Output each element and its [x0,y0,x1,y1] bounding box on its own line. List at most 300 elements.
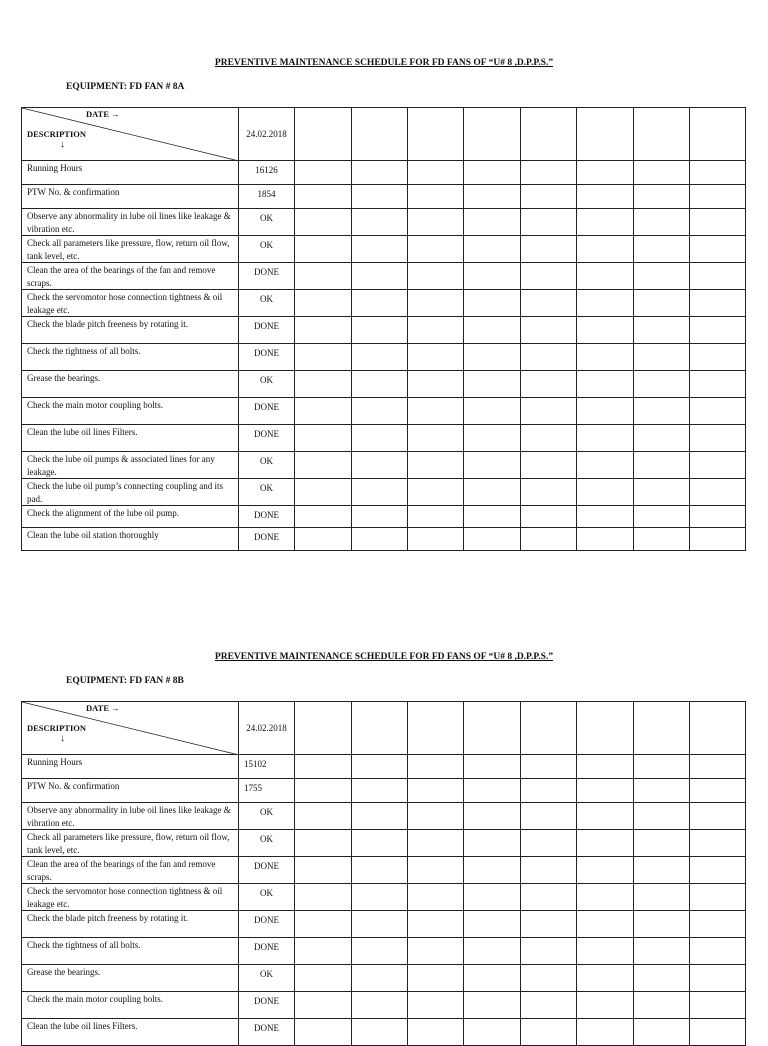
empty-cell [690,236,746,263]
empty-cell [577,506,634,528]
task-status: OK [239,803,295,830]
empty-cell [634,344,690,371]
empty-cell [634,528,690,551]
empty-cell [408,830,464,857]
empty-cell [577,425,634,452]
task-status: OK [239,830,295,857]
task-status: OK [239,452,295,479]
empty-cell [690,857,746,884]
header-diagonal-cell [22,108,239,161]
empty-cell [295,702,352,755]
empty-cell [690,209,746,236]
table-row [22,290,746,317]
task-description: Check the tightness of all bolts. [22,938,239,965]
empty-cell [408,290,464,317]
task-description: Clean the area of the bearings of the fan and remove scraps. [22,263,239,290]
task-description: Check the tightness of all bolts. [22,344,239,371]
schedule-b-table [21,701,746,1046]
task-description: Check the blade pitch freeness by rotating it. [22,317,239,344]
empty-cell [464,830,521,857]
empty-cell [690,1019,746,1046]
empty-cell [295,830,352,857]
table-row [22,884,746,911]
task-status: DONE [239,263,295,290]
empty-cell [352,702,408,755]
empty-cell [690,290,746,317]
empty-cell [295,1019,352,1046]
empty-cell [295,803,352,830]
task-status: DONE [239,938,295,965]
empty-cell [521,938,577,965]
empty-cell [464,263,521,290]
empty-cell [690,317,746,344]
empty-cell [408,779,464,803]
empty-cell [464,779,521,803]
empty-cell [521,992,577,1019]
table-header-row [22,108,746,161]
empty-cell [295,209,352,236]
table-row [22,236,746,263]
empty-cell [408,344,464,371]
empty-cell [352,779,408,803]
empty-cell [408,398,464,425]
table-row [22,965,746,992]
description-label: DESCRIPTION [27,723,87,733]
empty-cell [690,452,746,479]
empty-cell [295,108,352,161]
empty-cell [464,755,521,779]
empty-cell [634,452,690,479]
task-status: DONE [239,317,295,344]
table-row [22,755,746,779]
empty-cell [634,755,690,779]
empty-cell [295,884,352,911]
empty-cell [408,884,464,911]
empty-cell [690,263,746,290]
empty-cell [295,425,352,452]
empty-cell [521,506,577,528]
schedule-b-equipment: EQUIPMENT: FD FAN # 8B [66,676,184,686]
task-status: 1755 [239,779,295,803]
empty-cell [634,830,690,857]
task-description: Clean the lube oil lines Filters. [22,1019,239,1046]
empty-cell [521,803,577,830]
empty-cell [634,911,690,938]
empty-cell [634,779,690,803]
empty-cell [690,992,746,1019]
empty-cell [295,506,352,528]
empty-cell [295,857,352,884]
empty-cell [408,965,464,992]
table-row [22,209,746,236]
task-status: DONE [239,425,295,452]
empty-cell [352,185,408,209]
task-status: OK [239,479,295,506]
table-row [22,263,746,290]
empty-cell [690,398,746,425]
empty-cell [295,479,352,506]
table-row [22,452,746,479]
empty-cell [690,965,746,992]
table-header-row [22,702,746,755]
empty-cell [352,479,408,506]
task-description: Grease the bearings. [22,371,239,398]
empty-cell [352,398,408,425]
empty-cell [634,209,690,236]
empty-cell [521,425,577,452]
empty-cell [408,263,464,290]
empty-cell [634,398,690,425]
empty-cell [634,884,690,911]
task-status: 15102 [239,755,295,779]
empty-cell [521,965,577,992]
empty-cell [408,506,464,528]
empty-cell [577,161,634,185]
empty-cell [521,398,577,425]
task-status: DONE [239,911,295,938]
date-column-header: 24.02.2018 [239,702,295,755]
empty-cell [408,236,464,263]
task-status: DONE [239,857,295,884]
empty-cell [295,161,352,185]
empty-cell [577,317,634,344]
table-row [22,911,746,938]
table-row [22,371,746,398]
task-status: OK [239,209,295,236]
empty-cell [521,911,577,938]
empty-cell [690,755,746,779]
empty-cell [352,755,408,779]
empty-cell [634,479,690,506]
empty-cell [577,830,634,857]
empty-cell [352,884,408,911]
table-row [22,992,746,1019]
empty-cell [464,965,521,992]
empty-cell [690,779,746,803]
table-row [22,344,746,371]
empty-cell [634,236,690,263]
empty-cell [577,884,634,911]
empty-cell [577,528,634,551]
empty-cell [408,479,464,506]
empty-cell [408,425,464,452]
task-status: DONE [239,398,295,425]
empty-cell [521,108,577,161]
empty-cell [634,371,690,398]
empty-cell [577,857,634,884]
empty-cell [521,161,577,185]
schedule-b-title: PREVENTIVE MAINTENANCE SCHEDULE FOR FD FANS OF “U# 8 ,D.P.P.S.” [214,652,554,662]
task-description: Check all parameters like pressure, flow, return oil flow, tank level, etc. [22,830,239,857]
empty-cell [352,911,408,938]
task-description: Running Hours [22,161,239,185]
task-status: DONE [239,992,295,1019]
empty-cell [464,161,521,185]
empty-cell [352,425,408,452]
table-row [22,803,746,830]
task-description: PTW No. & confirmation [22,779,239,803]
task-status: 16126 [239,161,295,185]
empty-cell [352,1019,408,1046]
table-row [22,425,746,452]
empty-cell [408,755,464,779]
task-description: Check the lube oil pumps & associated lines for any leakage. [22,452,239,479]
task-status: OK [239,371,295,398]
empty-cell [521,755,577,779]
table-row [22,185,746,209]
table-row [22,479,746,506]
task-description: Clean the lube oil station thoroughly [22,528,239,551]
empty-cell [464,911,521,938]
empty-cell [464,528,521,551]
task-description: Observe any abnormality in lube oil lines like leakage & vibration etc. [22,209,239,236]
empty-cell [521,317,577,344]
empty-cell [464,857,521,884]
empty-cell [295,911,352,938]
empty-cell [352,857,408,884]
table-row [22,528,746,551]
task-status: OK [239,965,295,992]
empty-cell [295,965,352,992]
task-status: OK [239,290,295,317]
task-status: DONE [239,344,295,371]
empty-cell [408,209,464,236]
empty-cell [295,452,352,479]
table-row [22,398,746,425]
empty-cell [408,803,464,830]
empty-cell [464,506,521,528]
empty-cell [634,263,690,290]
empty-cell [352,209,408,236]
empty-cell [408,702,464,755]
empty-cell [634,425,690,452]
empty-cell [521,371,577,398]
table-row [22,506,746,528]
empty-cell [577,263,634,290]
empty-cell [634,702,690,755]
empty-cell [295,344,352,371]
empty-cell [352,830,408,857]
empty-cell [634,108,690,161]
empty-cell [408,992,464,1019]
empty-cell [690,702,746,755]
empty-cell [521,779,577,803]
schedule-a-equipment: EQUIPMENT: FD FAN # 8A [66,82,185,92]
down-arrow-icon: ↓ [60,733,65,744]
empty-cell [521,452,577,479]
empty-cell [577,398,634,425]
empty-cell [577,371,634,398]
task-description: Clean the area of the bearings of the fan and remove scraps. [22,857,239,884]
empty-cell [408,857,464,884]
empty-cell [577,702,634,755]
empty-cell [464,938,521,965]
date-label: DATE → [86,109,120,119]
task-description: Check the lube oil pump’s connecting coupling and its pad. [22,479,239,506]
date-column-header: 24.02.2018 [239,108,295,161]
task-description: Check the servomotor hose connection tightness & oil leakage etc. [22,884,239,911]
empty-cell [352,161,408,185]
empty-cell [408,911,464,938]
empty-cell [634,965,690,992]
task-description: Running Hours [22,755,239,779]
empty-cell [464,992,521,1019]
header-diagonal-cell [22,702,239,755]
empty-cell [464,185,521,209]
task-description: PTW No. & confirmation [22,185,239,209]
description-label: DESCRIPTION [27,129,87,139]
table-row [22,1019,746,1046]
table-row [22,161,746,185]
empty-cell [295,317,352,344]
empty-cell [690,108,746,161]
empty-cell [690,884,746,911]
empty-cell [408,185,464,209]
empty-cell [690,528,746,551]
task-description: Check all parameters like pressure, flow, return oil flow, tank level, etc. [22,236,239,263]
task-description: Clean the lube oil lines Filters. [22,425,239,452]
empty-cell [690,425,746,452]
empty-cell [577,755,634,779]
empty-cell [295,236,352,263]
empty-cell [464,452,521,479]
empty-cell [690,185,746,209]
empty-cell [352,938,408,965]
task-status: DONE [239,1019,295,1046]
empty-cell [352,506,408,528]
empty-cell [577,236,634,263]
empty-cell [295,938,352,965]
empty-cell [464,425,521,452]
empty-cell [521,236,577,263]
empty-cell [408,161,464,185]
empty-cell [352,290,408,317]
empty-cell [408,317,464,344]
empty-cell [352,965,408,992]
empty-cell [352,263,408,290]
empty-cell [408,452,464,479]
empty-cell [690,911,746,938]
empty-cell [352,317,408,344]
empty-cell [521,185,577,209]
empty-cell [577,479,634,506]
empty-cell [634,938,690,965]
task-status: OK [239,884,295,911]
empty-cell [634,992,690,1019]
empty-cell [521,263,577,290]
empty-cell [352,992,408,1019]
empty-cell [408,938,464,965]
empty-cell [690,830,746,857]
empty-cell [521,479,577,506]
empty-cell [690,938,746,965]
down-arrow-icon: ↓ [60,139,65,150]
empty-cell [634,317,690,344]
empty-cell [521,290,577,317]
empty-cell [352,371,408,398]
empty-cell [295,263,352,290]
empty-cell [634,161,690,185]
empty-cell [408,108,464,161]
empty-cell [577,344,634,371]
task-status: OK [239,236,295,263]
task-description: Check the blade pitch freeness by rotating it. [22,911,239,938]
empty-cell [690,803,746,830]
task-description: Check the alignment of the lube oil pump. [22,506,239,528]
empty-cell [634,506,690,528]
empty-cell [464,317,521,344]
empty-cell [577,209,634,236]
task-description: Check the servomotor hose connection tightness & oil leakage etc. [22,290,239,317]
empty-cell [352,236,408,263]
empty-cell [521,702,577,755]
empty-cell [352,452,408,479]
empty-cell [352,108,408,161]
empty-cell [464,344,521,371]
empty-cell [577,965,634,992]
empty-cell [690,161,746,185]
empty-cell [464,108,521,161]
empty-cell [690,371,746,398]
empty-cell [577,290,634,317]
empty-cell [295,779,352,803]
empty-cell [295,398,352,425]
task-description: Grease the bearings. [22,965,239,992]
empty-cell [464,209,521,236]
schedule-a-table [21,107,746,551]
empty-cell [352,803,408,830]
empty-cell [521,209,577,236]
empty-cell [408,528,464,551]
empty-cell [577,1019,634,1046]
empty-cell [577,992,634,1019]
empty-cell [464,803,521,830]
empty-cell [464,236,521,263]
empty-cell [464,702,521,755]
table-row [22,830,746,857]
empty-cell [577,803,634,830]
empty-cell [634,185,690,209]
empty-cell [690,479,746,506]
empty-cell [295,992,352,1019]
empty-cell [295,528,352,551]
empty-cell [521,830,577,857]
table-row [22,317,746,344]
table-row [22,938,746,965]
empty-cell [521,857,577,884]
task-description: Check the main motor coupling bolts. [22,398,239,425]
schedule-a-title: PREVENTIVE MAINTENANCE SCHEDULE FOR FD FANS OF “U# 8 ,D.P.P.S.” [214,58,554,68]
empty-cell [352,528,408,551]
empty-cell [634,1019,690,1046]
table-row [22,779,746,803]
task-status: DONE [239,506,295,528]
task-description: Check the main motor coupling bolts. [22,992,239,1019]
empty-cell [521,344,577,371]
empty-cell [634,803,690,830]
empty-cell [690,344,746,371]
empty-cell [577,911,634,938]
empty-cell [295,185,352,209]
empty-cell [464,398,521,425]
empty-cell [634,290,690,317]
empty-cell [521,528,577,551]
empty-cell [295,755,352,779]
task-description: Observe any abnormality in lube oil lines like leakage & vibration etc. [22,803,239,830]
empty-cell [521,1019,577,1046]
empty-cell [577,452,634,479]
empty-cell [352,344,408,371]
